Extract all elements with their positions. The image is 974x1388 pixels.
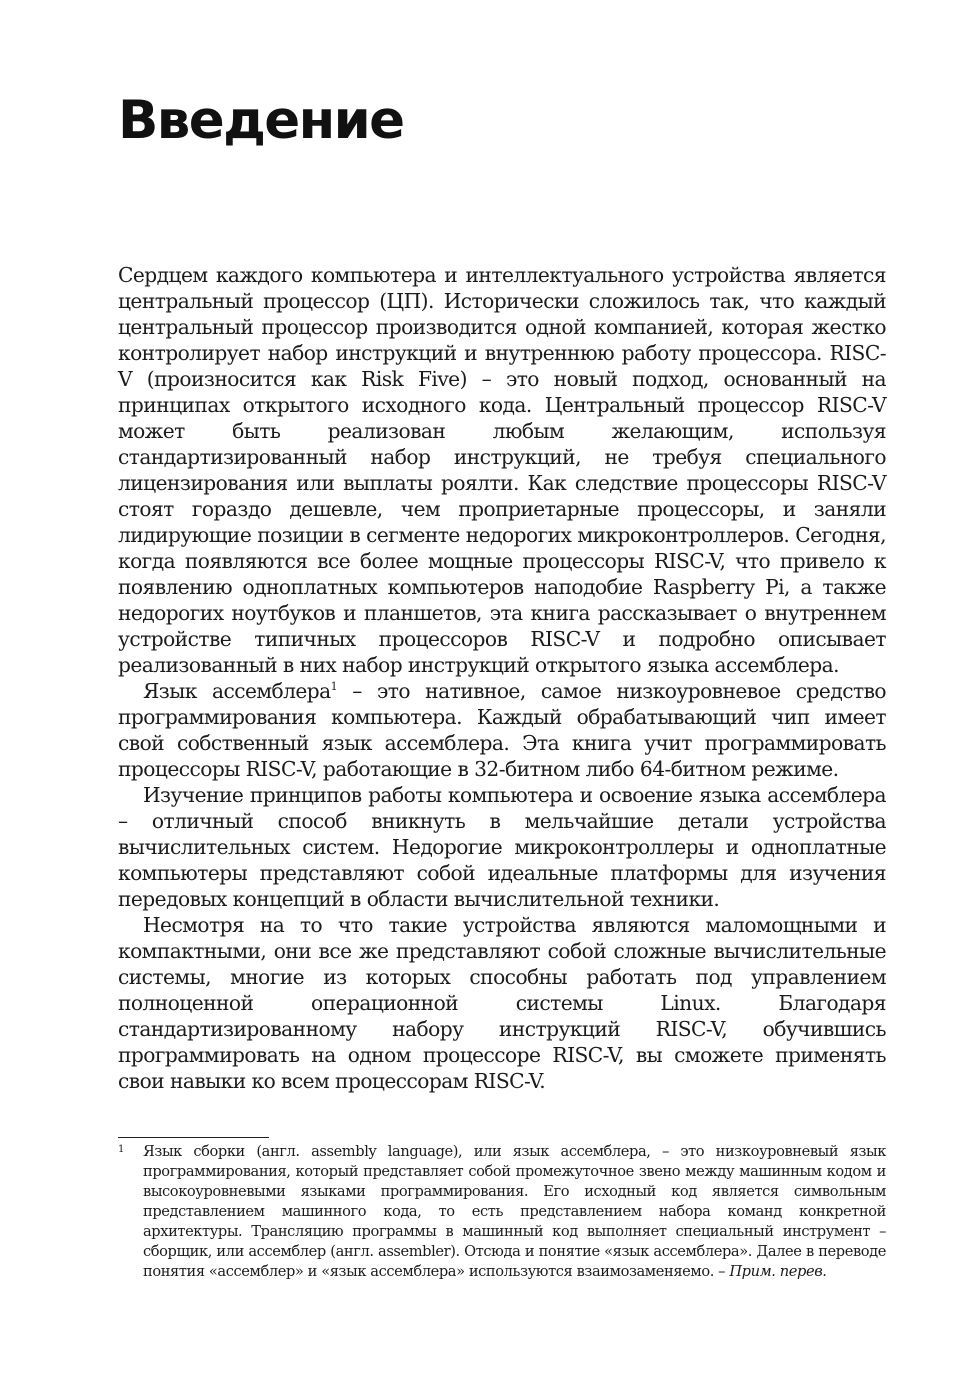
- footnote-reference[interactable]: 1: [330, 680, 338, 693]
- footnote-translator-note: Прим. перев.: [729, 1263, 827, 1280]
- paragraph-4: Несмотря на то что такие устройства являются маломощными и компактными, они все же представляют собой сложные вычислительные системы, многие из которых способны работать под управлением полноценной операционной системы Linux. Благодаря стандартизированному набору инструкций RISC-V, обучившись программировать на одном процессоре RISC-V, вы сможете применять свои навыки ко всем процессорам RISC-V.: [118, 913, 886, 1093]
- paragraph-2-lead: Язык ассемблера: [143, 679, 331, 703]
- footnote-text: Язык сборки (англ. assembly language), или язык ассемблера, – это низкоуровневый язык программирования, который представляет собой промежуточное звено между машинным кодом и высокоуровневыми языками программирования. Его исходный код является символьным представлением машинного кода, то есть представлением набора команд конкретной архитектуры. Трансляцию программы в машинный код выполняет специальный инструмент – сборщик, или ассемблер (англ. assembler). Отсюда и понятие «язык ассемблера». Далее в переводе понятия «ассемблер» и «язык ассемблера» используются взаимозаменяемо. –: [143, 1143, 886, 1280]
- footnote-number: 1: [118, 1144, 124, 1155]
- footnote-divider: [118, 1137, 269, 1138]
- paragraph-1: Сердцем каждого компьютера и интеллектуального устройства является центральный процессор (ЦП). Исторически сложилось так, что каждый центральный процессор производится одной компанией, которая жестко контролирует набор инструкций и внутреннюю работу процессора. RISC-V (произносится как Risk Five) – это новый подход, основанный на принципах открытого исходного кода. Центральный процессор RISC-V может быть реализован любым желающим, используя стандартизированный набор инструкций, не требуя специального лицензирования или выплаты роялти. Как следствие процессоры RISC-V стоят гораздо дешевле, чем проприетарные процессоры, и заняли лидирующие позиции в сегменте недорогих микроконтроллеров. Сегодня, когда появляются все более мощные процессоры RISC-V, что привело к появлению одноплатных компьютеров наподобие Raspberry Pi, а также недорогих ноутбуков и планшетов, эта книга рассказывает о внутреннем устройстве типичных процессоров RISC-V и подробно описывает реализованный в них набор инструкций открытого языка ассемблера.: [118, 263, 886, 677]
- chapter-body: [118, 262, 886, 1094]
- paragraph-2: [118, 678, 886, 782]
- footnote-body: [143, 1142, 886, 1282]
- footnote: [118, 1142, 886, 1282]
- paragraph-2-rest: – это нативное, самое низкоуровневое средство программирования компьютера. Каждый обрабатывающий чип имеет свой собственный язык ассемблера. Эта книга учит программировать процессоры RISC-V, работающие в 32-битном либо 64-битном режиме.: [118, 679, 886, 781]
- paragraph-3: Изучение принципов работы компьютера и освоение языка ассемблера – отличный способ вникнуть в мельчайшие детали устройства вычислительных систем. Недорогие микроконтроллеры и одноплатные компьютеры представляют собой идеальные платформы для изучения передовых концепций в области вычислительной техники.: [118, 783, 886, 911]
- chapter-title: Введение: [118, 90, 404, 151]
